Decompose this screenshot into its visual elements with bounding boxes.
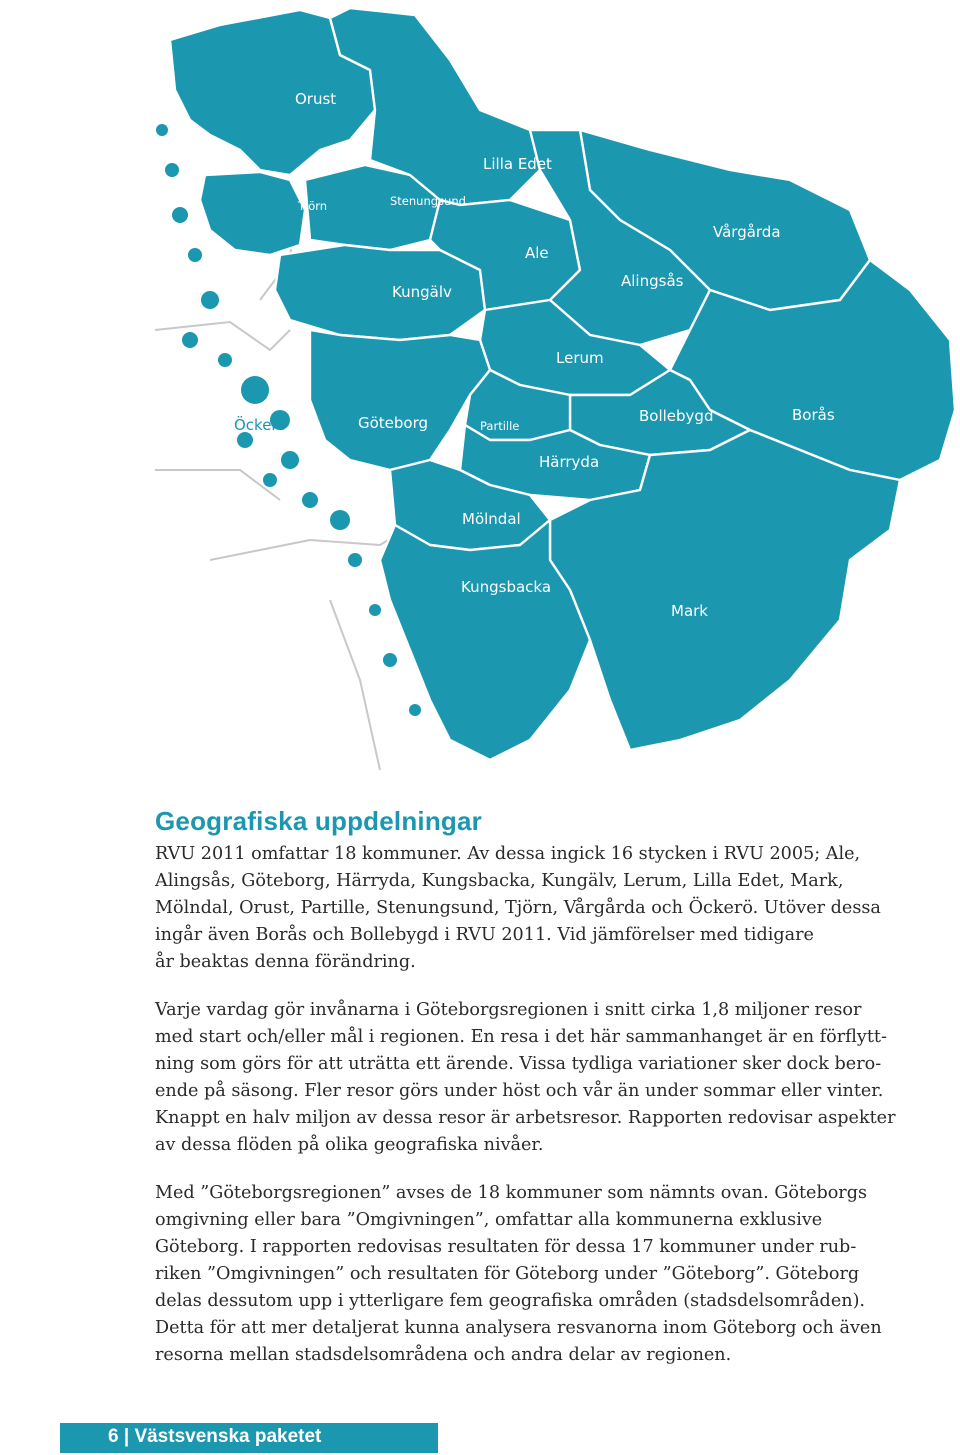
map-border-line: [155, 322, 290, 350]
map-border-line: [330, 600, 380, 770]
label-molndal: Mölndal: [462, 510, 521, 528]
paragraph-line: RVU 2011 omfattar 18 kommuner. Av dessa ingick 16 stycken i RVU 2005; Ale,: [155, 844, 861, 864]
paragraph-line: omgivning eller bara ”Omgivningen”, omfattar alla kommunerna exklusive: [155, 1210, 823, 1230]
paragraph-line: ende på säsong. Fler resor görs under höst och vår än under sommar eller vinter.: [155, 1081, 884, 1101]
label-kungalv: Kungälv: [392, 283, 452, 301]
paragraph-line: Med ”Göteborgsregionen” avses de 18 kommuner som nämnts ovan. Göteborgs: [155, 1183, 868, 1203]
paragraph-line: med start och/eller mål i regionen. En resa i det här sammanhanget är en förflytt-: [155, 1027, 887, 1047]
label-mark: Mark: [671, 602, 708, 620]
paragraph-travel: [155, 997, 955, 1159]
label-vargarda: Vårgårda: [713, 223, 781, 241]
label-stenungsund: Stenungsund: [390, 194, 466, 208]
footer-page-label: 6 | Västsvenska paketet: [108, 1426, 322, 1447]
label-partille: Partille: [480, 419, 520, 433]
paragraph-definitions: [155, 1180, 955, 1369]
label-kungsbacka: Kungsbacka: [461, 578, 552, 596]
page-footer: [60, 1423, 438, 1453]
paragraph-line: Göteborg. I rapporten redovisas resultaten för dessa 17 kommuner under rub-: [155, 1237, 857, 1257]
paragraph-line: av dessa flöden på olika geografiska nivåer.: [155, 1135, 544, 1155]
paragraph-line: Detta för att mer detaljerat kunna analysera resvanorna inom Göteborg och även: [155, 1318, 882, 1338]
label-lerum: Lerum: [556, 349, 604, 367]
paragraph-line: resorna mellan stadsdelsområdena och andra delar av regionen.: [155, 1345, 732, 1365]
paragraph-line: Knappt en halv miljon av dessa resor är arbetsresor. Rapporten redovisar aspekter: [155, 1108, 896, 1128]
label-harryda: Härryda: [539, 453, 600, 471]
region-kungalv: [275, 245, 485, 340]
label-boras: Borås: [792, 406, 835, 424]
region-map: [150, 0, 960, 780]
paragraph-intro: [155, 841, 955, 976]
paragraph-line: delas dessutom upp i ytterligare fem geografiska områden (stadsdelsområden).: [155, 1291, 866, 1311]
label-lilla-edet: Lilla Edet: [483, 155, 552, 173]
label-ale: Ale: [525, 244, 549, 262]
paragraph-line: riken ”Omgivningen” och resultaten för Göteborg under ”Göteborg”. Göteborg: [155, 1264, 860, 1284]
label-tjorn: Tjörn: [298, 199, 328, 213]
label-goteborg: Göteborg: [358, 414, 429, 432]
paragraph-line: Alingsås, Göteborg, Härryda, Kungsbacka, Kungälv, Lerum, Lilla Edet, Mark,: [155, 871, 844, 891]
paragraph-line: Mölndal, Orust, Partille, Stenungsund, Tjörn, Vårgårda och Öckerö. Utöver dessa: [155, 898, 881, 918]
paragraph-line: år beaktas denna förändring.: [155, 952, 416, 972]
label-ockero: Öckerö: [234, 416, 287, 434]
region-tjorn: [200, 172, 305, 255]
label-alingsas: Alingsås: [621, 272, 684, 290]
paragraph-line: Varje vardag gör invånarna i Göteborgsregionen i snitt cirka 1,8 miljoner resor: [155, 1000, 862, 1020]
paragraph-line: ingår även Borås och Bollebygd i RVU 2011. Vid jämförelser med tidigare: [155, 925, 814, 945]
paragraph-line: ning som görs för att uträtta ett ärende. Vissa tydliga variationer sker dock bero-: [155, 1054, 882, 1074]
label-orust: Orust: [295, 90, 337, 108]
section-heading: Geografiska uppdelningar: [155, 806, 482, 836]
label-bollebygd: Bollebygd: [639, 407, 714, 425]
map-border-line: [155, 470, 280, 500]
